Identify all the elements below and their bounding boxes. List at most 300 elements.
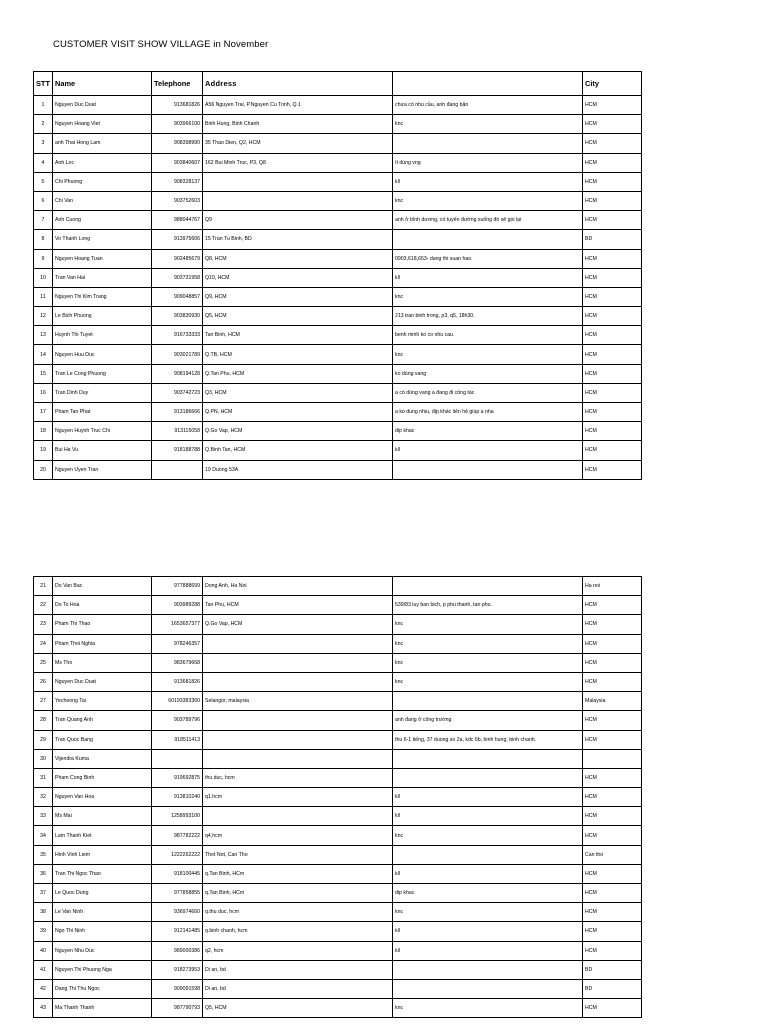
cell-address: q.binh chanh, hcm: [203, 922, 393, 941]
cell-stt: 19: [34, 441, 53, 460]
cell-address: 19 Duong 53A: [203, 460, 393, 479]
cell-notes: knc: [393, 826, 583, 845]
customer-table-1: [33, 71, 642, 480]
cell-city: HCM: [583, 730, 642, 749]
header-row: [34, 72, 642, 96]
cell-stt: 35: [34, 845, 53, 864]
cell-telephone: 919692875: [152, 768, 203, 787]
cell-name: Yecheong Tai: [53, 692, 152, 711]
cell-telephone: 903731958: [152, 268, 203, 287]
cell-telephone: 913681826: [152, 672, 203, 691]
cell-name: Nguyen Duc Duat: [53, 96, 152, 115]
cell-name: Bui Ha Vu: [53, 441, 152, 460]
cell-telephone: 903742723: [152, 383, 203, 402]
cell-city: HCM: [583, 422, 642, 441]
cell-notes: [393, 230, 583, 249]
cell-city: HCM: [583, 441, 642, 460]
table-row: [34, 864, 642, 883]
cell-stt: 17: [34, 403, 53, 422]
cell-city: HCM: [583, 788, 642, 807]
cell-stt: 43: [34, 999, 53, 1018]
cell-notes: [393, 768, 583, 787]
cell-name: Tran Le Cong Phuong: [53, 364, 152, 383]
cell-stt: 42: [34, 979, 53, 998]
cell-city: HCM: [583, 287, 642, 306]
cell-city: HCM: [583, 153, 642, 172]
table-row: [34, 249, 642, 268]
cell-city: HCM: [583, 941, 642, 960]
cell-stt: 26: [34, 672, 53, 691]
cell-name: Chi Phuong: [53, 172, 152, 191]
cell-telephone: 903830930: [152, 307, 203, 326]
cell-notes: kll: [393, 941, 583, 960]
cell-notes: [393, 460, 583, 479]
table-row: [34, 979, 642, 998]
cell-address: A56 Nguyen Trai, P.Nguyen Cu Trinh, Q.1: [203, 96, 393, 115]
table-row: [34, 268, 642, 287]
table-row: [34, 287, 642, 306]
cell-address: Q.Tan Phu, HCM: [203, 364, 393, 383]
cell-address: 162 Bui Minh Truc, P3, Q8: [203, 153, 393, 172]
cell-address: [203, 191, 393, 210]
cell-city: HCM: [583, 134, 642, 153]
cell-name: Chi Van: [53, 191, 152, 210]
cell-stt: 15: [34, 364, 53, 383]
cell-stt: 25: [34, 653, 53, 672]
cell-city: HCM: [583, 826, 642, 845]
cell-city: HCM: [583, 326, 642, 345]
cell-city: HCM: [583, 403, 642, 422]
cell-stt: 32: [34, 788, 53, 807]
cell-telephone: 913681826: [152, 96, 203, 115]
cell-telephone: 918273953: [152, 960, 203, 979]
cell-city: HCM: [583, 307, 642, 326]
cell-name: Vijendra Kuma: [53, 749, 152, 768]
cell-name: Le Bich Phuong: [53, 307, 152, 326]
cell-city: HCM: [583, 172, 642, 191]
cell-name: Pham Cong Binh: [53, 768, 152, 787]
cell-notes: knc: [393, 903, 583, 922]
cell-stt: 4: [34, 153, 53, 172]
cell-notes: 539/83 luy ban bich, p phu thanh, tan phu.: [393, 596, 583, 615]
cell-notes: [393, 577, 583, 596]
header-address: Address: [203, 72, 393, 96]
table-row: [34, 230, 642, 249]
cell-address: Q.Go Vap, HCM: [203, 615, 393, 634]
cell-address: Q.TB, HCM: [203, 345, 393, 364]
cell-stt: 40: [34, 941, 53, 960]
cell-city: HCM: [583, 672, 642, 691]
cell-address: [203, 711, 393, 730]
cell-stt: 31: [34, 768, 53, 787]
cell-address: Q.Go Vap, HCM: [203, 422, 393, 441]
cell-stt: 5: [34, 172, 53, 191]
cell-name: Nguyen Huu Duc: [53, 345, 152, 364]
cell-notes: chưa có nhu cầu, anh đang bận: [393, 96, 583, 115]
cell-telephone: 903789796: [152, 711, 203, 730]
cell-name: Tran Quoc Bang: [53, 730, 152, 749]
cell-notes: thu 6-1 tiếng, 37 duong so 2a, kdc 6b, binh hung, binh chanh.: [393, 730, 583, 749]
cell-stt: 9: [34, 249, 53, 268]
cell-telephone: 912141485: [152, 922, 203, 941]
cell-address: Tan Binh, HCM: [203, 326, 393, 345]
cell-address: Q3, HCM: [203, 383, 393, 402]
cell-name: Nguyen Hoang Tuan: [53, 249, 152, 268]
cell-notes: kll: [393, 172, 583, 191]
cell-name: Ms Tho: [53, 653, 152, 672]
cell-telephone: 908398990: [152, 134, 203, 153]
cell-notes: 0903,618,653- dang thi xuan hao.: [393, 249, 583, 268]
cell-stt: 11: [34, 287, 53, 306]
cell-name: Nguyen Duc Duat: [53, 672, 152, 691]
cell-address: Tan Phu, HCM: [203, 596, 393, 615]
cell-telephone: 918100445: [152, 864, 203, 883]
cell-stt: 30: [34, 749, 53, 768]
cell-name: Nguyen Uyen Tran: [53, 460, 152, 479]
cell-name: Ma Thanh Thanh: [53, 999, 152, 1018]
cell-stt: 16: [34, 383, 53, 402]
cell-telephone: 978246357: [152, 634, 203, 653]
cell-notes: anh đang ở công trường: [393, 711, 583, 730]
table-row: [34, 211, 642, 230]
cell-city: HCM: [583, 383, 642, 402]
cell-city: HCM: [583, 922, 642, 941]
cell-name: Lam Thanh Kiet: [53, 826, 152, 845]
cell-city: BD: [583, 979, 642, 998]
cell-telephone: 913115058: [152, 422, 203, 441]
table-row: [34, 903, 642, 922]
table-row: [34, 383, 642, 402]
cell-name: Do Van Bac: [53, 577, 152, 596]
cell-telephone: 983679668: [152, 653, 203, 672]
cell-address: [203, 749, 393, 768]
cell-address: Q.PN, HCM: [203, 403, 393, 422]
cell-telephone: 988044767: [152, 211, 203, 230]
cell-notes: [393, 979, 583, 998]
cell-telephone: 909091598: [152, 979, 203, 998]
cell-stt: 39: [34, 922, 53, 941]
table-row: [34, 807, 642, 826]
table-row: [34, 999, 642, 1018]
cell-notes: knc: [393, 115, 583, 134]
page-title: CUSTOMER VISIT SHOW VILLAGE in November: [53, 39, 269, 50]
cell-name: Pham Tan Phat: [53, 403, 152, 422]
table-row: [34, 922, 642, 941]
table-row: [34, 730, 642, 749]
table-row: [34, 596, 642, 615]
cell-stt: 20: [34, 460, 53, 479]
cell-telephone: 908328137: [152, 172, 203, 191]
cell-notes: dip khac: [393, 884, 583, 903]
cell-stt: 1: [34, 96, 53, 115]
cell-city: HCM: [583, 903, 642, 922]
table-row: [34, 422, 642, 441]
cell-address: [203, 172, 393, 191]
cell-address: [203, 730, 393, 749]
table-row: [34, 653, 642, 672]
cell-address: q4,hcm: [203, 826, 393, 845]
cell-telephone: 902485679: [152, 249, 203, 268]
cell-city: HCM: [583, 268, 642, 287]
cell-name: Anh Loc: [53, 153, 152, 172]
cell-notes: ít dùng vng: [393, 153, 583, 172]
cell-address: Di an, bd: [203, 960, 393, 979]
cell-notes: benh minh ko co nhu cau: [393, 326, 583, 345]
cell-address: Q8, HCM: [203, 249, 393, 268]
table-row: [34, 884, 642, 903]
cell-stt: 38: [34, 903, 53, 922]
table-row: [34, 634, 642, 653]
cell-stt: 14: [34, 345, 53, 364]
cell-name: Nguyen Huynh Truc Chi: [53, 422, 152, 441]
cell-notes: ko dùng vang: [393, 364, 583, 383]
table-row: [34, 826, 642, 845]
cell-city: HCM: [583, 807, 642, 826]
table-row: [34, 960, 642, 979]
cell-notes: dip khac: [393, 422, 583, 441]
cell-city: BD: [583, 230, 642, 249]
cell-notes: knc: [393, 653, 583, 672]
cell-name: Pham Thoi Nghia: [53, 634, 152, 653]
cell-stt: 18: [34, 422, 53, 441]
cell-notes: knc: [393, 615, 583, 634]
table-row: [34, 115, 642, 134]
cell-telephone: 913810240: [152, 788, 203, 807]
cell-notes: kll: [393, 788, 583, 807]
cell-telephone: 987790793: [152, 999, 203, 1018]
table-row: [34, 307, 642, 326]
cell-address: Q.Binh Tan, HCM: [203, 441, 393, 460]
cell-city: HCM: [583, 711, 642, 730]
cell-notes: knc: [393, 191, 583, 210]
cell-city: Malaysia: [583, 692, 642, 711]
cell-stt: 12: [34, 307, 53, 326]
cell-name: Ms Mai: [53, 807, 152, 826]
cell-telephone: 913186666: [152, 403, 203, 422]
cell-stt: 6: [34, 191, 53, 210]
cell-name: Vo Thanh Long: [53, 230, 152, 249]
cell-notes: knc: [393, 634, 583, 653]
cell-name: Anh Cuong: [53, 211, 152, 230]
cell-notes: [393, 134, 583, 153]
cell-city: HCM: [583, 768, 642, 787]
cell-stt: 21: [34, 577, 53, 596]
cell-name: Tran Quang Anh: [53, 711, 152, 730]
cell-city: HCM: [583, 191, 642, 210]
cell-telephone: 1653657377: [152, 615, 203, 634]
cell-address: q.Tan Binh, HCm: [203, 884, 393, 903]
header-stt: STT: [34, 72, 53, 96]
cell-city: Ha noi: [583, 577, 642, 596]
cell-address: q.thu duc, hcm: [203, 903, 393, 922]
cell-telephone: 977858855: [152, 884, 203, 903]
cell-name: Huynh Thi Tuyet: [53, 326, 152, 345]
cell-address: Q9, HCM: [203, 287, 393, 306]
cell-notes: [393, 960, 583, 979]
cell-name: Tran Van Hai: [53, 268, 152, 287]
cell-address: Q10, HCM: [203, 268, 393, 287]
table-row: [34, 153, 642, 172]
cell-telephone: 903840607: [152, 153, 203, 172]
table-row: [34, 460, 642, 479]
table-row: [34, 615, 642, 634]
table-row: [34, 768, 642, 787]
cell-stt: 22: [34, 596, 53, 615]
cell-city: HCM: [583, 345, 642, 364]
cell-address: Dong Anh, Ha Noi: [203, 577, 393, 596]
cell-stt: 13: [34, 326, 53, 345]
cell-telephone: 913975606: [152, 230, 203, 249]
cell-city: HCM: [583, 596, 642, 615]
cell-telephone: 936974660: [152, 903, 203, 922]
table-row: [34, 96, 642, 115]
cell-telephone: 903966100: [152, 115, 203, 134]
cell-city: HCM: [583, 115, 642, 134]
cell-address: [203, 807, 393, 826]
cell-address: [203, 634, 393, 653]
cell-telephone: 1258993100: [152, 807, 203, 826]
cell-notes: a có dùng vang a đang đi công tác: [393, 383, 583, 402]
table-row: [34, 845, 642, 864]
table-row: [34, 749, 642, 768]
cell-address: [203, 653, 393, 672]
cell-telephone: 918511413: [152, 730, 203, 749]
cell-city: Can tho: [583, 845, 642, 864]
table-row: [34, 345, 642, 364]
header-telephone: Telephone: [152, 72, 203, 96]
cell-name: Hinh Vinh Liem: [53, 845, 152, 864]
cell-stt: 28: [34, 711, 53, 730]
table-row: [34, 172, 642, 191]
cell-city: HCM: [583, 364, 642, 383]
cell-telephone: 903752603: [152, 191, 203, 210]
cell-name: Do To Hoa: [53, 596, 152, 615]
cell-city: BD: [583, 960, 642, 979]
cell-name: anh Thai Hong Lam: [53, 134, 152, 153]
cell-city: HCM: [583, 653, 642, 672]
table-row: [34, 692, 642, 711]
cell-telephone: 918188788: [152, 441, 203, 460]
header-notes: [393, 72, 583, 96]
cell-stt: 29: [34, 730, 53, 749]
cell-city: HCM: [583, 96, 642, 115]
cell-address: Di an, bd: [203, 979, 393, 998]
cell-stt: 2: [34, 115, 53, 134]
cell-notes: knc: [393, 345, 583, 364]
cell-telephone: 1222262222: [152, 845, 203, 864]
cell-city: HCM: [583, 634, 642, 653]
cell-notes: 213 tran binh trong, p3, q5, 18h30.: [393, 307, 583, 326]
cell-notes: knc: [393, 672, 583, 691]
cell-stt: 3: [34, 134, 53, 153]
table-row: [34, 403, 642, 422]
cell-notes: knc: [393, 287, 583, 306]
cell-name: Le Quoc Dung: [53, 884, 152, 903]
cell-notes: [393, 749, 583, 768]
cell-name: Nguyen Nhu Duc: [53, 941, 152, 960]
cell-telephone: [152, 460, 203, 479]
cell-notes: a ko dung nhiu, địp khác liên hệ giúp a nha: [393, 403, 583, 422]
cell-notes: kll: [393, 268, 583, 287]
cell-name: Nguyen Van Hoa: [53, 788, 152, 807]
table-row: [34, 672, 642, 691]
cell-name: Tran Thi Ngoc Thao: [53, 864, 152, 883]
cell-stt: 41: [34, 960, 53, 979]
cell-address: Q9: [203, 211, 393, 230]
cell-address: 15 Tran Tu Binh, BD: [203, 230, 393, 249]
cell-telephone: 916733333: [152, 326, 203, 345]
cell-address: q1,hcm: [203, 788, 393, 807]
cell-address: q.Tan Binh, HCm: [203, 864, 393, 883]
cell-address: q2, hcm: [203, 941, 393, 960]
cell-city: HCM: [583, 615, 642, 634]
cell-name: Pham Thi Thao: [53, 615, 152, 634]
table-row: [34, 941, 642, 960]
table-row: [34, 326, 642, 345]
cell-notes: kll: [393, 922, 583, 941]
cell-notes: kll: [393, 441, 583, 460]
cell-address: thu duc, hcm: [203, 768, 393, 787]
cell-telephone: 989000386: [152, 941, 203, 960]
table-row: [34, 711, 642, 730]
cell-telephone: 60193383360: [152, 692, 203, 711]
customer-table-2: [33, 576, 642, 1018]
cell-notes: [393, 692, 583, 711]
cell-stt: 23: [34, 615, 53, 634]
cell-city: HCM: [583, 211, 642, 230]
cell-name: Nguyen Thi Kim Trang: [53, 287, 152, 306]
header-name: Name: [53, 72, 152, 96]
cell-name: Dang Thi Thu Ngoc: [53, 979, 152, 998]
cell-name: Nguyen Thi Phuong Nga: [53, 960, 152, 979]
cell-name: Tran Dinh Duy: [53, 383, 152, 402]
cell-stt: 8: [34, 230, 53, 249]
cell-notes: anh ở bình dương, có tuyến đường xuống đó sẽ gọi lại: [393, 211, 583, 230]
cell-name: Ngo Thi Ninh: [53, 922, 152, 941]
cell-telephone: 987782222: [152, 826, 203, 845]
table-row: [34, 788, 642, 807]
cell-city: HCM: [583, 999, 642, 1018]
cell-address: Q5, HCM: [203, 999, 393, 1018]
cell-telephone: 908194128: [152, 364, 203, 383]
cell-name: Le Van Ninh: [53, 903, 152, 922]
cell-notes: kll: [393, 807, 583, 826]
cell-stt: 37: [34, 884, 53, 903]
cell-telephone: 903021789: [152, 345, 203, 364]
header-city: City: [583, 72, 642, 96]
table-row: [34, 441, 642, 460]
cell-address: Binh Hung, Binh Chanh: [203, 115, 393, 134]
cell-city: HCM: [583, 460, 642, 479]
cell-city: HCM: [583, 249, 642, 268]
cell-notes: kll: [393, 864, 583, 883]
cell-address: Q5, HCM: [203, 307, 393, 326]
table-row: [34, 577, 642, 596]
cell-address: [203, 672, 393, 691]
cell-address: Selangor, malaysia: [203, 692, 393, 711]
cell-stt: 7: [34, 211, 53, 230]
cell-telephone: [152, 749, 203, 768]
table-row: [34, 191, 642, 210]
cell-address: 35 Thao Dien, Q2, HCM: [203, 134, 393, 153]
cell-telephone: 909048857: [152, 287, 203, 306]
table-row: [34, 134, 642, 153]
cell-stt: 27: [34, 692, 53, 711]
cell-telephone: 977888699: [152, 577, 203, 596]
cell-stt: 33: [34, 807, 53, 826]
cell-name: Nguyen Hoang Viet: [53, 115, 152, 134]
cell-notes: knc: [393, 999, 583, 1018]
